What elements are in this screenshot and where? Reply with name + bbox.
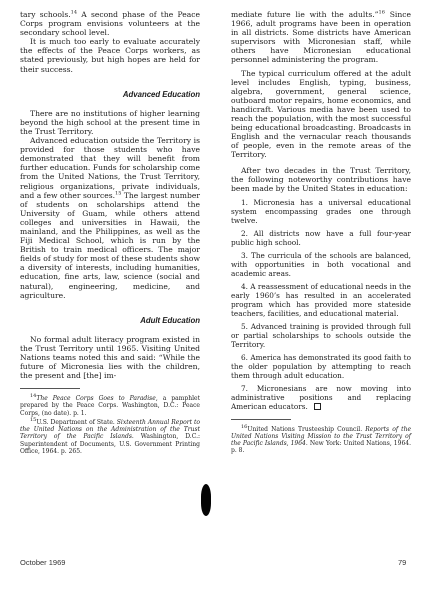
footnote-ref-15: 15	[115, 190, 122, 197]
footnote-separator	[20, 388, 80, 389]
footnote-ref-16: 16	[378, 9, 385, 16]
right-column	[231, 10, 411, 457]
ink-blot	[201, 484, 211, 516]
heading-advanced-education: Advanced Education	[122, 89, 200, 99]
left-paragraph-3: There are no institutions of higher learning beyond the high school at the present time in the Trust Territory.	[20, 108, 200, 136]
end-mark-icon	[314, 403, 321, 410]
right-paragraph-2: The typical curriculum offered at the adult level includes English, typing, business, algebra, government, general science, outboard motor repairs, home economics, and handicraft. Various media have been used to reach the population, with the most successful being educational broadcasting. Broadcasts in English and the vernacular reach thousands of people, even in the remote areas of the Territory.	[231, 68, 411, 160]
list-item: 6. America has demonstrated its good faith to the older population by attempting to reach them through adult education.	[231, 352, 411, 380]
contributions-list	[231, 198, 411, 411]
list-item: 4. A reassessment of educational needs in the early 1960’s has resulted in an accelerated program which has provided more stateside teachers, facilities, and educational material.	[231, 281, 411, 318]
right-paragraph-3: After two decades in the Trust Territory, the following noteworthy contributions have been made by the United States in education:	[231, 165, 411, 193]
left-paragraph-5: No formal adult literacy program existed in the Trust Territory until 1965. Visiting United Nations teams noted this and said: “While the future of Micronesia lies with the children, the present and [the] im-	[20, 334, 200, 381]
list-item: 7. Micronesians are now moving into administrative positions and replacing American educators.	[231, 383, 411, 411]
footnote-ref-14: 14	[70, 9, 78, 16]
left-paragraph-4: Advanced education outside the Territory is provided for those students who have demonstrated that they will benefit from further education. Funds for scholarship come from the United Nations, the Trust Territory, religious organizations, private individuals, and a few other sources.$^{15}$ The largest number of students on scholarships attend the University of Guam, while others attend colleges and universities in Hawaii, the mainland, and the Philippines, as well as the Fiji Medical School, which is run by the British to train medical officers. The major fields of study for most of these students show a diversity of interests, including humanities, education, fine arts, law, science (social and natural), engineering, medicine, and agriculture.	[20, 136, 200, 300]
left-column	[20, 10, 200, 457]
list-item: 1. Micronesia has a universal educational system encompassing grades one through twelve.	[231, 197, 411, 225]
heading-adult-education: Adult Education	[140, 315, 200, 325]
list-item: 3. The curricula of the schools are balanced, with opportunities in both vocational and academic areas.	[231, 250, 411, 278]
footer-date: October 1969	[20, 558, 66, 567]
list-item: 2. All districts now have a full four-year public high school.	[231, 228, 411, 247]
footnote-15: $^{15}$U.S. Department of State. Sixteenth Annual Report to the United Nations on the Administration of the Trust Territory of the Pacific Islands. Washington, D.C.: Superintendent of Documents, U.S. Government Printing Office, 1964. p. 265.	[20, 416, 201, 455]
footnote-14: $^{14}$The Peace Corps Goes to Paradise, a pamphlet prepared by the Peace Corps. Washington, D.C.: Peace Corps, (no date). p. 1.	[20, 393, 200, 417]
footnote-16: $^{16}$United Nations Trusteeship Council. Reports of the United Nations Visiting Mission to the Trust Territory of the Pacific Islands, 1964. New York: United Nations, 1964. p. 8.	[231, 423, 411, 455]
right-paragraph-1: mediate future lie with the adults.”$^{16}$ Since 1966, adult programs have been in operation in all districts. Some districts have American supervisors with Micronesian staff, while others have Micronesian educational personnel administering the program.	[231, 9, 411, 65]
list-item: 5. Advanced training is provided through full or partial scholarships to schools outside the Territory.	[231, 321, 411, 349]
footnote-separator	[231, 419, 291, 420]
left-paragraph-1: tary schools.$^{14}$ A second phase of the Peace Corps program envisions volunteers at the secondary school level.	[20, 9, 200, 38]
left-paragraph-2: It is much too early to evaluate accurately the effects of the Peace Corps workers, as stated previously, but high hopes are held for their success.	[20, 37, 200, 74]
page-number: 79	[398, 558, 407, 567]
